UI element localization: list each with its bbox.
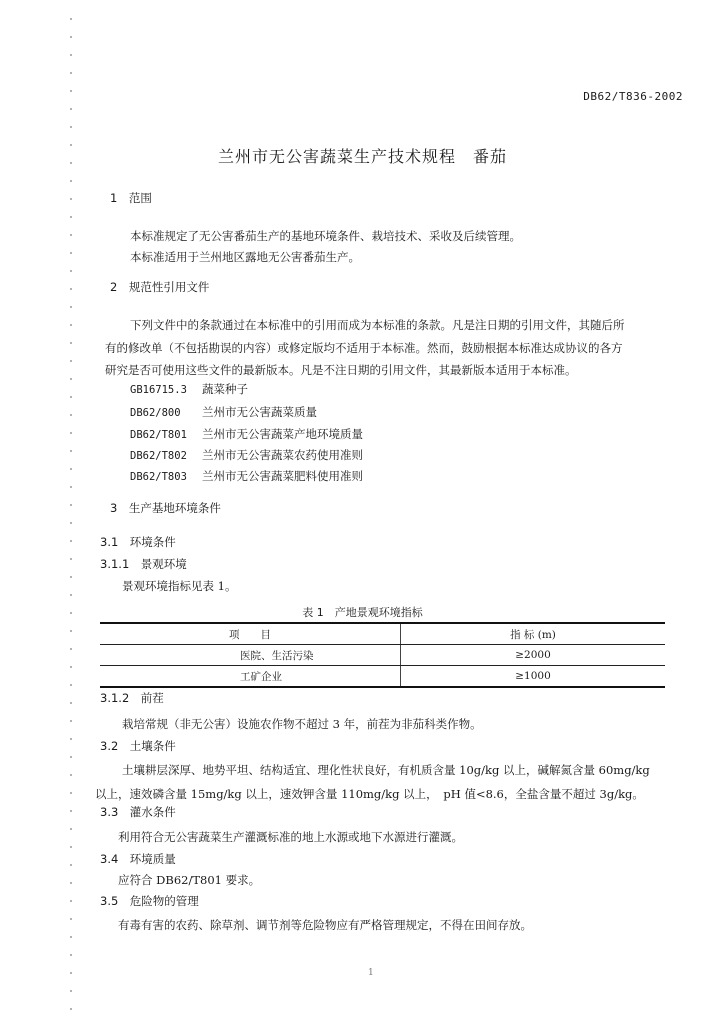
section-1-heading: 1 范围: [110, 191, 152, 205]
table-row: [100, 645, 665, 666]
section-3-5-para: 有毒有害的农药、除草剂、调节剂等危险物应有严格管理规定，不得在田间存放。: [118, 918, 532, 932]
reference-name: 兰州市无公害蔬菜质量: [202, 405, 317, 419]
page-number: 1: [368, 968, 374, 978]
section-2-para-line-1: 下列文件中的条款通过在本标准中的引用而成为本标准的条款。凡是注日期的引用文件，其随后所: [130, 318, 625, 332]
reference-code: DB62/T803: [130, 471, 187, 483]
section-3-1-2-para: 栽培常规（非无公害）设施农作物不超过 3 年，前茬为非茄科类作物。: [122, 717, 482, 731]
document-title: 兰州市无公害蔬菜生产技术规程 番茄: [217, 147, 507, 166]
reference-name: 兰州市无公害蔬菜肥料使用准则: [202, 469, 363, 483]
reference-item: [130, 381, 248, 397]
reference-item: [130, 404, 317, 420]
section-3-3-para: 利用符合无公害蔬菜生产灌溉标准的地上水源或地下水源进行灌溉。: [118, 830, 463, 844]
table-cell-value: ≥2000: [401, 645, 666, 666]
table-cell-item-text: 医院、生活污染: [240, 649, 314, 662]
table-cell-value: ≥1000: [401, 666, 666, 688]
table-cell-item: [100, 645, 401, 666]
reference-code: DB62/T801: [130, 429, 187, 441]
table-cell-item: [100, 666, 401, 688]
section-3-1-1-para: 景观环境指标见表 1。: [122, 579, 237, 593]
reference-item: [130, 426, 363, 442]
table-caption: 表 1 产地景观环境指标: [302, 606, 423, 619]
section-3-heading: 3 生产基地环境条件: [110, 501, 221, 515]
section-3-3-heading: 3.3 灌水条件: [100, 805, 176, 819]
section-3-2-para-line-2: 以上，速效磷含量 15mg/kg 以上，速效钾含量 110mg/kg 以上， pH 值<8.6，全盐含量不超过 3g/kg。: [95, 787, 644, 801]
section-3-2-para-line-1: 土壤耕层深厚、地势平坦、结构适宜、理化性状良好，有机质含量 10g/kg 以上，碱解氮含量 60mg/kg: [122, 763, 650, 777]
section-3-4-para: 应符合 DB62/T801 要求。: [118, 873, 261, 887]
reference-name: 蔬菜种子: [202, 382, 248, 396]
table-cell-item-text: 工矿企业: [240, 670, 282, 683]
reference-code: DB62/T802: [130, 450, 187, 462]
section-2-heading: 2 规范性引用文件: [110, 280, 210, 294]
section-3-2-heading: 3.2 土壤条件: [100, 739, 176, 753]
reference-name: 兰州市无公害蔬菜农药使用准则: [202, 448, 363, 462]
section-3-1-1-heading: 3.1.1 景观环境: [100, 557, 187, 571]
section-3-1-heading: 3.1 环境条件: [100, 535, 176, 549]
section-1-para-1: 本标准规定了无公害番茄生产的基地环境条件、栽培技术、采收及后续管理。: [130, 229, 521, 243]
section-2-para-line-3: 研究是否可使用这些文件的最新版本。凡是不注日期的引用文件，其最新版本适用于本标准。: [105, 363, 577, 377]
section-2-para-line-2: 有的修改单（不包括勘误的内容）或修定版均不适用于本标准。然而，鼓励根据本标准达成协议的各方: [105, 341, 623, 355]
standard-code: DB62/T836-2002: [583, 90, 683, 103]
reference-item: [130, 468, 363, 484]
table-header-item: 项 目: [100, 623, 401, 645]
table-header-value: 指 标 (m): [401, 623, 666, 645]
section-1-para-2: 本标准适用于兰州地区露地无公害番茄生产。: [130, 250, 360, 264]
reference-item: [130, 447, 363, 463]
reference-name: 兰州市无公害蔬菜产地环境质量: [202, 427, 363, 441]
landscape-index-table: [100, 622, 665, 688]
table-row: [100, 666, 665, 688]
reference-code: DB62/800: [130, 407, 181, 419]
section-3-4-heading: 3.4 环境质量: [100, 852, 176, 866]
reference-code: GB16715.3: [130, 384, 187, 396]
table-header-row: [100, 623, 665, 645]
section-3-5-heading: 3.5 危险物的管理: [100, 894, 199, 908]
section-3-1-2-heading: 3.1.2 前茬: [100, 691, 164, 705]
